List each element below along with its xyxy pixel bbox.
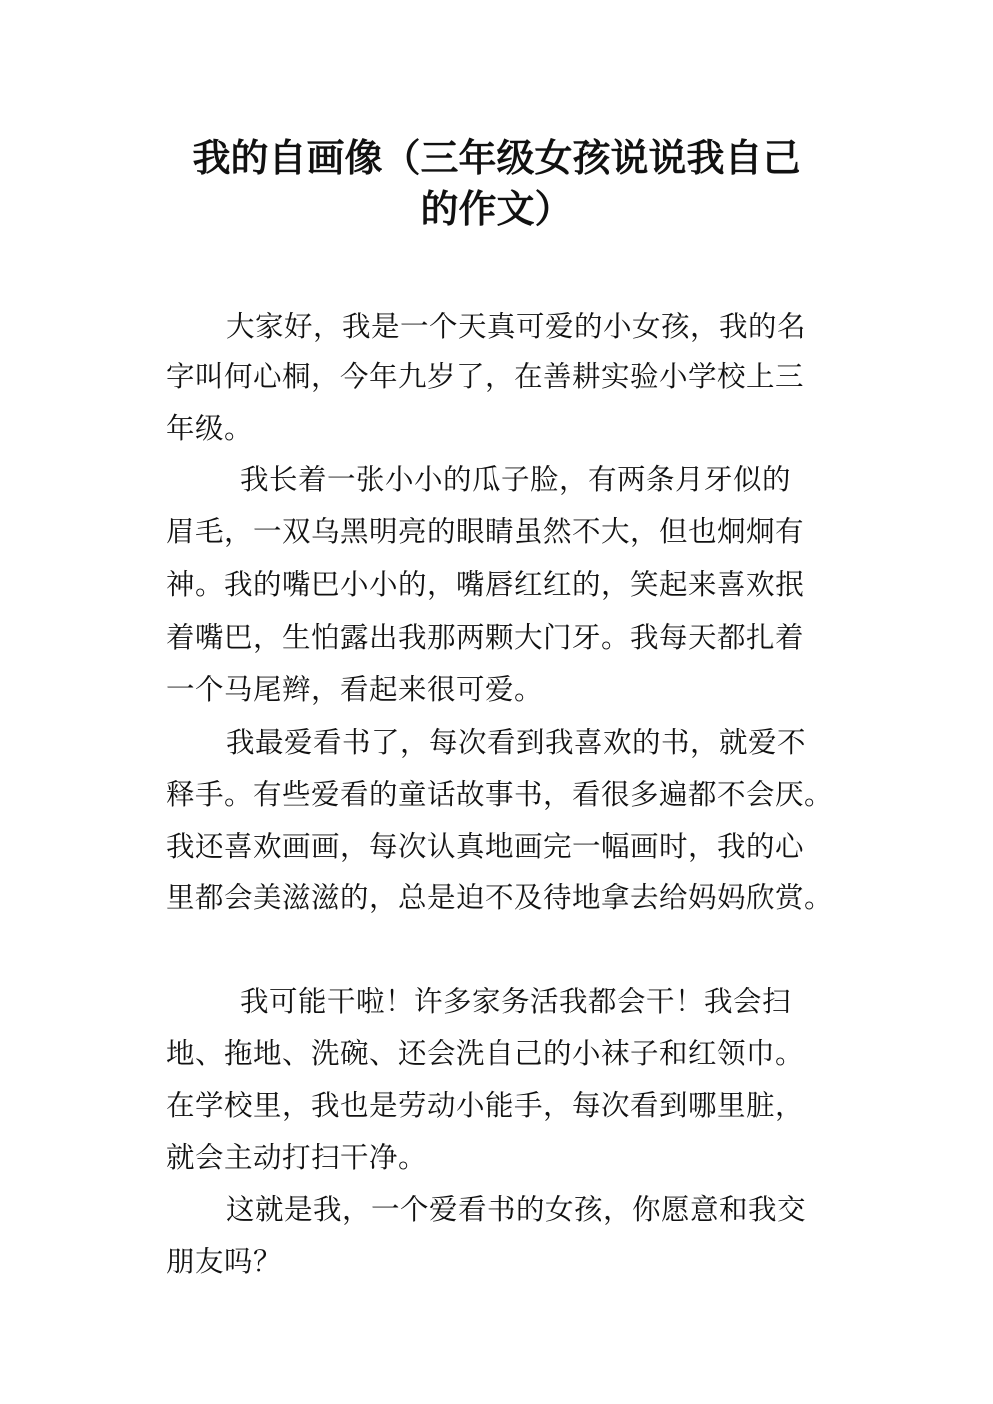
text-line: 神。我的嘴巴小小的，嘴唇红红的，笑起来喜欢抿: [166, 568, 805, 601]
text-line: 着嘴巴，生怕露出我那两颗大门牙。我每天都扎着: [166, 621, 805, 654]
text-line: 字叫何心桐，今年九岁了，在善耕实验小学校上三: [166, 360, 805, 393]
text-line: 一个马尾辫，看起来很可爱。: [166, 673, 544, 706]
document-title-line-2: 的作文）: [420, 187, 573, 231]
text-line: 我可能干啦！许多家务活我都会干！我会扫: [240, 985, 792, 1018]
text-line: 里都会美滋滋的，总是迫不及待地拿去给妈妈欣赏。: [166, 881, 834, 914]
text-line: 就会主动打扫干净。: [166, 1141, 428, 1174]
text-line: 这就是我，一个爱看书的女孩，你愿意和我交: [226, 1193, 807, 1226]
text-line: 我长着一张小小的瓜子脸，有两条月牙似的: [240, 463, 792, 496]
text-line: 大家好，我是一个天真可爱的小女孩，我的名: [226, 310, 807, 343]
text-line: 我还喜欢画画，每次认真地画完一幅画时，我的心: [166, 830, 805, 863]
document-title-line-1: 我的自画像（三年级女孩说说我自己: [192, 136, 801, 180]
text-line: 在学校里，我也是劳动小能手，每次看到哪里脏，: [166, 1089, 805, 1122]
text-line: 眉毛，一双乌黑明亮的眼睛虽然不大，但也炯炯有: [166, 515, 805, 548]
text-line: 我最爱看书了，每次看到我喜欢的书，就爱不: [226, 726, 807, 759]
text-line: 年级。: [166, 412, 254, 445]
text-line: 地、拖地、洗碗、还会洗自己的小袜子和红领巾。: [166, 1037, 805, 1070]
text-line: 朋友吗？: [166, 1245, 283, 1278]
text-line: 释手。有些爱看的童话故事书，看很多遍都不会厌。: [166, 778, 834, 811]
